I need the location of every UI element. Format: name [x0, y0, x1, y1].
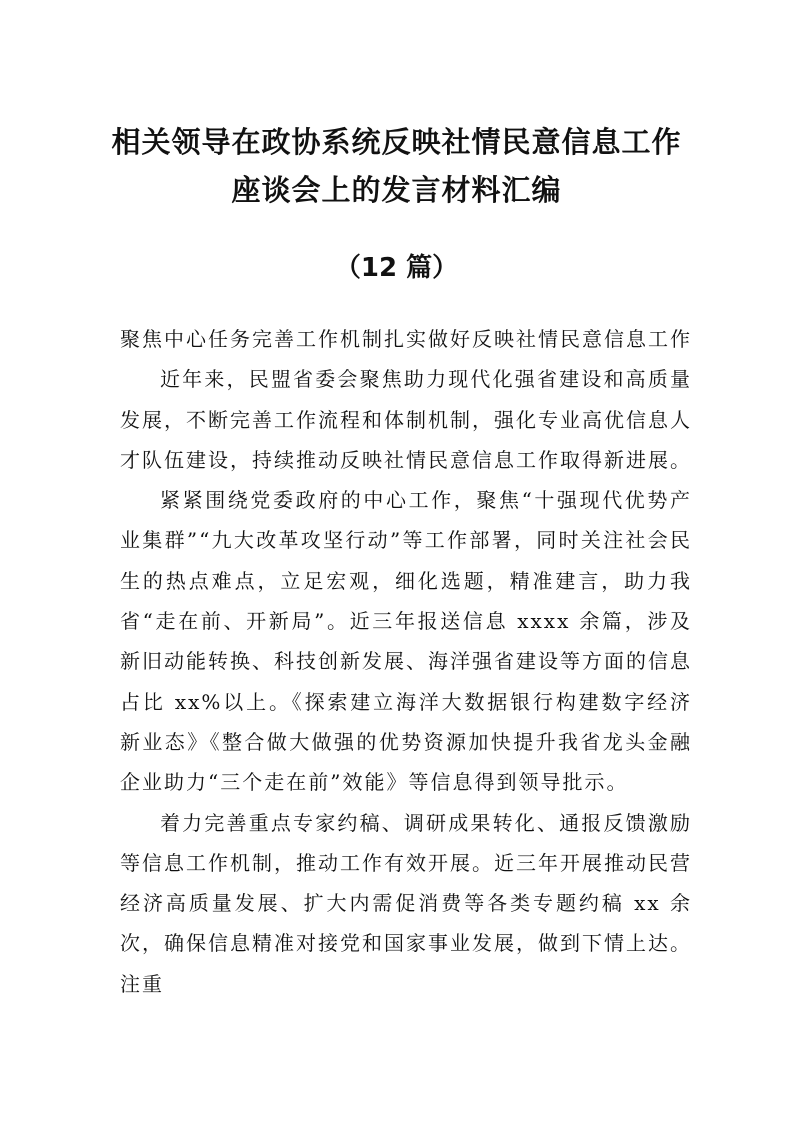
paragraph-mechanism: 着力完善重点专家约稿、调研成果转化、通报反馈激励等信息工作机制，推动工作有效开展。近三年开展推动民营经济高质量发展、扩大内需促消费等各类专题约稿 xx 余次，确保信息精准对接党和国家事业发展，做到下情上达。注重 [120, 810, 692, 996]
paragraph-intro: 近年来，民盟省委会聚焦助力现代化强省建设和高质量发展，不断完善工作流程和体制机制，强化专业高优信息人才队伍建设，持续推动反映社情民意信息工作取得新进展。 [120, 367, 692, 472]
paragraph-focus: 紧紧围绕党委政府的中心工作，聚焦“十强现代优势产业集群”“九大改革攻坚行动”等工作部署，同时关注社会民生的热点难点，立足宏观，细化选题，精准建言，助力我省“走在前、开新局”。近三年报送信息 xxxx 余篇，涉及新旧动能转换、科技创新发展、海洋强省建设等方面的信息占比 xx%以上。《探索建立海洋大数据银行构建数字经济新业态》《整合做大做强的优势资源加快提升我省龙头金融企业助力“三个走在前”效能》等信息得到领导批示。 [120, 488, 692, 795]
title-block [100, 118, 693, 214]
document-title: 相关领导在政协系统反映社情民意信息工作座谈会上的发言材料汇编 [111, 125, 682, 207]
document-body [120, 319, 692, 1004]
document-subtitle: （12 篇） [334, 253, 459, 283]
section-heading: 聚焦中心任务完善工作机制扎实做好反映社情民意信息工作 [120, 327, 692, 351]
